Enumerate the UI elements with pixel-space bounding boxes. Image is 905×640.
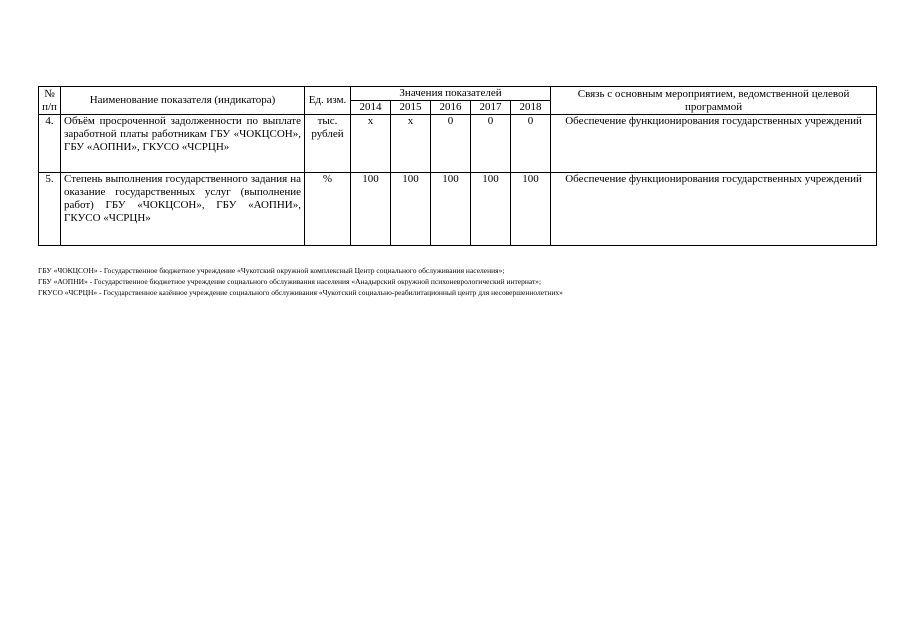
header-year: 2018 — [511, 101, 551, 115]
row-unit: тыс. рублей — [305, 115, 351, 173]
row-name: Объём просроченной задолженности по выплате заработной платы работникам ГБУ «ЧОКЦСОН», ГБУ «АОПНИ», ГКУСО «ЧСРЦН» — [61, 115, 305, 173]
row-value: 0 — [431, 115, 471, 173]
row-num: 4. — [39, 115, 61, 173]
row-link: Обеспечение функционирования государственных учреждений — [551, 173, 877, 246]
footnote-aopni: ГБУ «АОПНИ» - Государственное бюджетное учреждение социального обслуживания населения «Анадырский окружной психоневрологический интернат»; — [38, 277, 542, 286]
row-value: х — [391, 115, 431, 173]
header-link: Связь с основным мероприятием, ведомственной целевой программой — [551, 87, 877, 115]
header-year: 2014 — [351, 101, 391, 115]
footnote-chokcson: ГБУ «ЧОКЦСОН» - Государственное бюджетное учреждение «Чукотский окружной комплексный Центр социального обслуживания населения»; — [38, 266, 505, 275]
table-row — [39, 115, 877, 173]
indicators-table — [38, 86, 877, 246]
footnote-chsrcn: ГКУСО «ЧСРЦН» - Государственное казённое учреждение социального обслуживания «Чукотский социально-реабилитационный центр для несовершеннолетних» — [38, 288, 563, 297]
header-row-top — [39, 87, 877, 101]
row-value: 100 — [471, 173, 511, 246]
row-value: 100 — [431, 173, 471, 246]
row-num: 5. — [39, 173, 61, 246]
row-value: 100 — [351, 173, 391, 246]
row-name: Степень выполнения государственного задания на оказание государственных услуг (выполнение работ) ГБУ «ЧОКЦСОН», ГБУ «АОПНИ», ГКУСО «ЧСРЦН» — [61, 173, 305, 246]
header-unit: Ед. изм. — [305, 87, 351, 115]
table-row — [39, 173, 877, 246]
header-values-group: Значения показателей — [351, 87, 551, 101]
row-value: 100 — [511, 173, 551, 246]
header-year: 2016 — [431, 101, 471, 115]
header-name: Наименование показателя (индикатора) — [61, 87, 305, 115]
row-value: 0 — [511, 115, 551, 173]
row-value: х — [351, 115, 391, 173]
row-unit: % — [305, 173, 351, 246]
header-num: № п/п — [39, 87, 61, 115]
header-year: 2015 — [391, 101, 431, 115]
row-value: 100 — [391, 173, 431, 246]
header-year: 2017 — [471, 101, 511, 115]
row-value: 0 — [471, 115, 511, 173]
row-link: Обеспечение функционирования государственных учреждений — [551, 115, 877, 173]
footnotes — [38, 265, 888, 298]
